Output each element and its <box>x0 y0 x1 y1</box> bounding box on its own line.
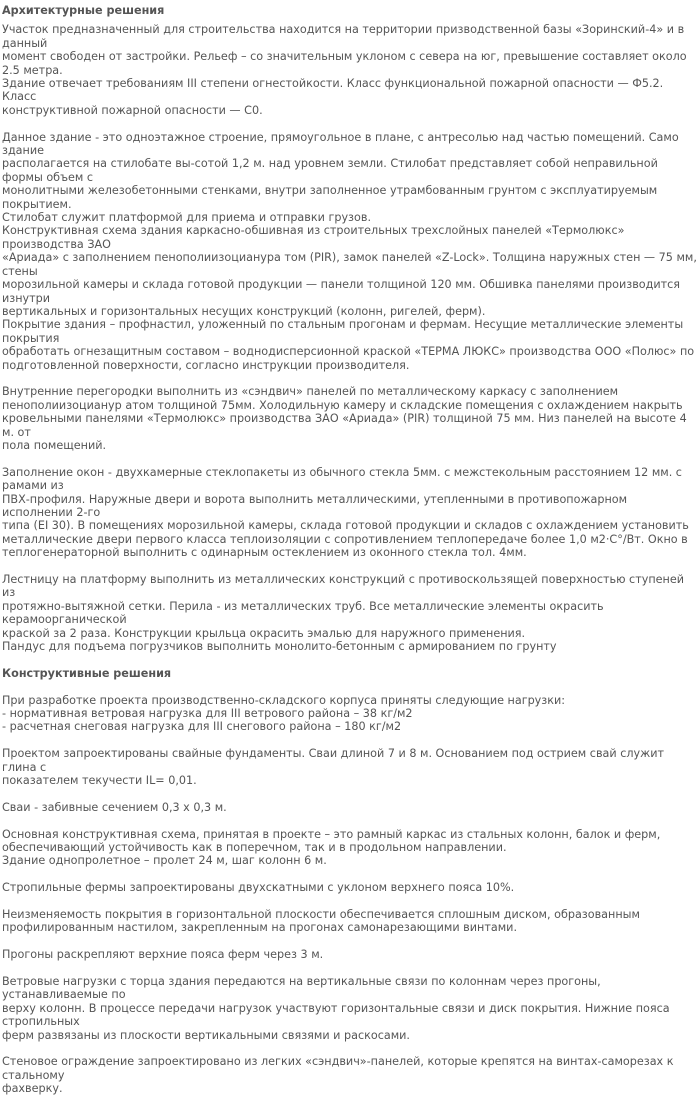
paragraph: Неизменяемость покрытия в горизонтальной плоскости обеспечивается сплошным диском, образованным профилированным настилом, закрепленным на прогонах самонарезающими винтами. <box>2 908 640 935</box>
paragraph: Стеновое ограждение запроектировано из легких «сэндвич»-панелей, которые крепятся на винтах-саморезах к стальному фахверку. <box>2 1055 674 1096</box>
paragraph: Основная конструктивная схема, принятая в проекте – это рамный каркас из стальных колонн, балок и ферм, обеспечивающий устойчивость как в поперечном, так и в продольном направлении. Здание однопролетное – пролет 24 м, шаг колонн 6 м. <box>2 827 661 868</box>
paragraph: Данное здание - это одноэтажное строение, прямоугольное в плане, с антресолью над частью помещений. Само здание располагается на стилобате вы-сотой 1,2 м. над уровнем земли. Стилобат представляет собой неправильной формы объем с монолитными железобетонными стенками, внутри заполненное утрамбованным грунтом с эксплуатируемым покрытием. Стилобат служит платформой для приема и отправки грузов. Конструктивная схема здания каркасно-обшивная из строительных трехслойных панелей «Термолюкс» производства ЗАО «Ариада» с заполнением пенополиизоцианура том (PIR), замок панелей «Z-Lock». Толщина наружных стен — 75 мм, стены морозильной камеры и склада готовой продукции — панели толщиной 120 мм. Обшивка панелями производится изнутри вертикальных и горизонтальных несущих конструкций (колонн, ригелей, ферм). Покрытие здания – профнастил, уложенный по стальным прогонам и фермам. Несущие металлические элементы покрытия обработать огнезащитным составом – воднодисперсионной краской «ТЕРМА ЛЮКС» производства ООО «Полюс» по подготовленной поверхности, согласно инструкции производителя. <box>2 130 697 372</box>
paragraph: Внутренние перегородки выполнить из «сэндвич» панелей по металлическому каркасу с заполнением пенополиизоцианур атом толщиной 75мм. Холодильную камеру и складские помещения с охлаждением накрыть кровельными панелями «Термолюкс» производства ЗАО «Ариада» (PIR) толщиной 75 мм. Низ панелей на высоте 4 м. от пола помещений. <box>2 385 687 452</box>
paragraph: Стропильные фермы запроектированы двухскатными с уклоном верхнего пояса 10%. <box>2 881 515 895</box>
section-heading-architecture: Архитектурные решения <box>2 4 165 17</box>
section-heading-structural: Конструктивные решения <box>2 666 172 680</box>
paragraph: Лестницу на платформу выполнить из металлических конструкций с противоскользящей поверхностью ступеней из протяжно-вытяжной сетки. Перила - из металлических труб. Все металлические элементы окрасить керамоорганической краской за 2 раза. Конструкции крыльца окрасить эмалью для наружного применения. Пандус для подъема погрузчиков выполнить монолито-бетонным с армированием по грунту <box>2 573 685 654</box>
paragraph: Ветровые нагрузки с торца здания передаются на вертикальные связи по колоннам через прогоны, устанавливаемые по верху колонн. В процессе передачи нагрузок участвуют горизонтальные связи и диск покрытия. Нижние пояса стропильных ферм развязаны из плоскости вертикальными связями и раскосами. <box>2 975 670 1042</box>
paragraph: Заполнение окон - двухкамерные стеклопакеты из обычного стекла 5мм. с межстекольным расстоянием 12 мм. с рамами из ПВХ-профиля. Наружные двери и ворота выполнить металлическими, утепленными в противопожарном исполнении 2-го типа (EI 30). В помещениях морозильной камеры, склада готовой продукции и складов с охлаждением установить металлические двери первого класса теплоизоляции с сопротивлением теплопередаче более 1,0 м2·С°/Вт. Окно в теплогенераторной выполнить с одинарным остеклением из оконного стекла тол. 4мм. <box>2 465 689 560</box>
paragraph: Прогоны раскрепляют верхние пояса ферм через 3 м. <box>2 948 324 962</box>
paragraph: Сваи - забивные сечением 0,3 х 0,3 м. <box>2 800 227 814</box>
paragraph: Участок предназначенный для строительства находится на территории призводственной базы «Зоринский-4» и в данный момент свободен от застройки. Рельеф – со значительным уклоном с севера на юг, превышение составляет около 2.5 метра. Здание отвечает требованиям III степени огнестойкости. Класс функциональной пожарной опасности — Ф5.2. Класс конструктивной пожарной опасности — С0. <box>2 23 687 117</box>
paragraph: При разработке проекта производственно-складского корпуса приняты следующие нагрузки: - нормативная ветровая нагрузка для III ветрового района – 38 кг/м2 - расчетная снеговая нагрузка для III снегового района – 180 кг/м2 <box>2 693 566 734</box>
paragraph: Проектом запроектированы свайные фундаменты. Сваи длиной 7 и 8 м. Основанием под острием свай служит глина с показателем текучести IL= 0,01. <box>2 747 665 788</box>
